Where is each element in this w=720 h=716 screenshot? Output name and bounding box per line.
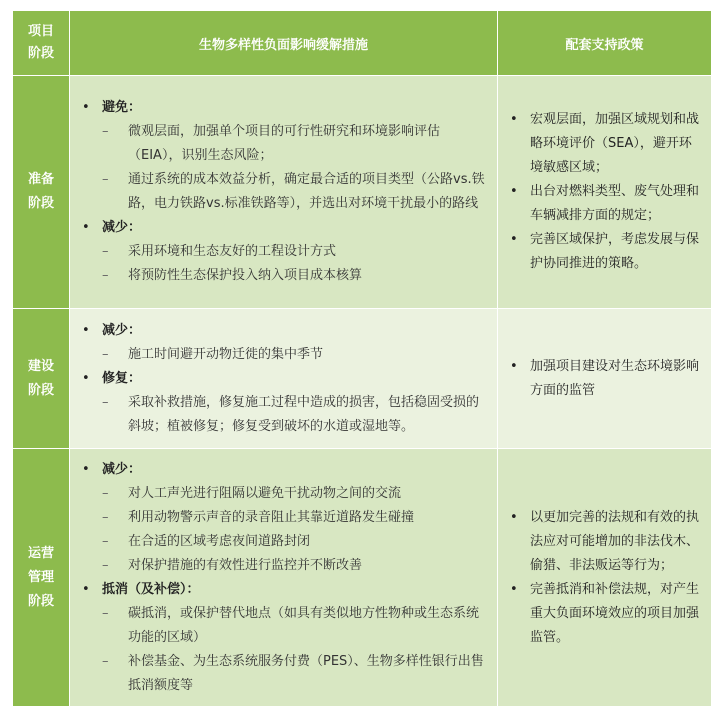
- measure-category: • 减少： – 施工时间避开动物迁徙的集中季节: [80, 319, 489, 367]
- policy-cell: [498, 309, 712, 449]
- policy-item: • 宏观层面，加强区域规划和战略环境评价（SEA），避开环境敏感区域；: [508, 108, 703, 180]
- measure-item: – 微观层面，加强单个项目的可行性研究和环境影响评估（EIA），识别生态风险；: [102, 120, 489, 168]
- stage-cell: 运营管理阶段: [13, 449, 70, 707]
- table-row-construction: [13, 309, 712, 449]
- stage-cell: 建设阶段: [13, 309, 70, 449]
- measures-cell: [70, 76, 498, 309]
- measure-item: – 通过系统的成本效益分析，确定最合适的项目类型（公路vs.铁路，电力铁路vs.标准铁路等），并选出对环境干扰最小的路线: [102, 168, 489, 216]
- table-row-preparation: [13, 76, 712, 309]
- measure-category: • 避免： – 微观层面，加强单个项目的可行性研究和环境影响评估（EIA），识别生态风险； – 通过系统的成本效益分析，确定最合适的项目类型（公路vs.铁路，电力铁路vs.标准铁路等），并选出对环境干扰最小的路线: [80, 96, 489, 216]
- measure-category: • 修复： – 采取补救措施，修复施工过程中造成的损害，包括稳固受损的斜坡；植被修复；修复受到破坏的水道或湿地等。: [80, 367, 489, 439]
- measure-category: • 抵消（及补偿）： – 碳抵消，或保护替代地点（如具有类似地方性物种或生态系统功能的区域） – 补偿基金、为生态系统服务付费（PES）、生物多样性银行出售抵消额度等: [80, 578, 489, 698]
- measure-item: – 对人工声光进行阻隔以避免干扰动物之间的交流: [102, 482, 489, 506]
- policy-item: • 出台对燃料类型、废气处理和车辆减排方面的规定；: [508, 180, 703, 228]
- measures-cell: [70, 309, 498, 449]
- header-row: [13, 11, 712, 76]
- measure-item: – 对保护措施的有效性进行监控并不断改善: [102, 554, 489, 578]
- policy-item: • 完善区域保护，考虑发展与保护协同推进的策略。: [508, 228, 703, 276]
- measure-item: – 在合适的区域考虑夜间道路封闭: [102, 530, 489, 554]
- measure-item: – 采取补救措施，修复施工过程中造成的损害，包括稳固受损的斜坡；植被修复；修复受到破坏的水道或湿地等。: [102, 391, 489, 439]
- policy-cell: [498, 76, 712, 309]
- measure-category: • 减少： – 对人工声光进行阻隔以避免干扰动物之间的交流 – 利用动物警示声音的录音阻止其靠近道路发生碰撞 – 在合适的区域考虑夜间道路封闭 – 对保护措施的有效性进行监控并不断改善: [80, 458, 489, 578]
- mitigation-table-container: [12, 10, 711, 707]
- header-policy: 配套支持政策: [498, 11, 712, 76]
- header-measures: 生物多样性负面影响缓解措施: [70, 11, 498, 76]
- measure-item: – 碳抵消，或保护替代地点（如具有类似地方性物种或生态系统功能的区域）: [102, 602, 489, 650]
- policy-item: • 加强项目建设对生态环境影响方面的监管: [508, 355, 703, 403]
- measure-item: – 利用动物警示声音的录音阻止其靠近道路发生碰撞: [102, 506, 489, 530]
- stage-cell: 准备阶段: [13, 76, 70, 309]
- measure-item: – 采用环境和生态友好的工程设计方式: [102, 240, 489, 264]
- policy-cell: [498, 449, 712, 707]
- policy-item: • 以更加完善的法规和有效的执法应对可能增加的非法伐木、偷猎、非法贩运等行为；: [508, 506, 703, 578]
- mitigation-table: [12, 10, 712, 707]
- measures-cell: [70, 449, 498, 707]
- measure-item: – 将预防性生态保护投入纳入项目成本核算: [102, 264, 489, 288]
- table-row-operation: [13, 449, 712, 707]
- header-stage: 项目阶段: [13, 11, 70, 76]
- measure-item: – 施工时间避开动物迁徙的集中季节: [102, 343, 489, 367]
- policy-item: • 完善抵消和补偿法规，对产生重大负面环境效应的项目加强监管。: [508, 578, 703, 650]
- measure-category: • 减少： – 采用环境和生态友好的工程设计方式 – 将预防性生态保护投入纳入项目成本核算: [80, 216, 489, 288]
- measure-item: – 补偿基金、为生态系统服务付费（PES）、生物多样性银行出售抵消额度等: [102, 650, 489, 698]
